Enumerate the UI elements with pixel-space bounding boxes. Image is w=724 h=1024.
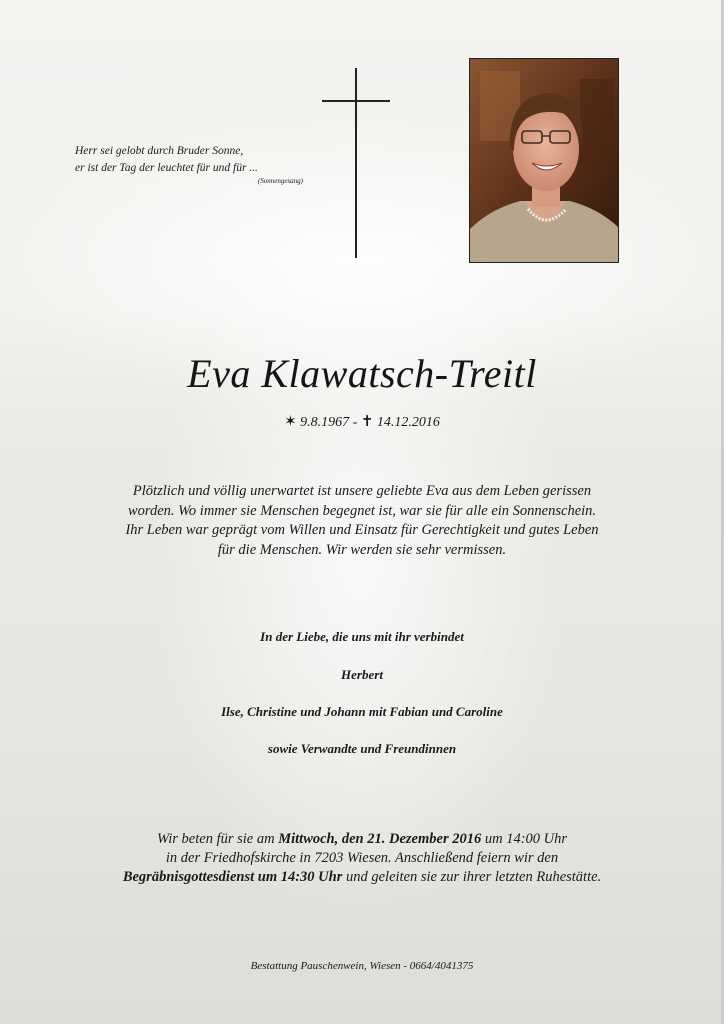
obituary-line: für die Menschen. Wir werden sie sehr vermissen. <box>217 541 507 558</box>
quote-source: (Sonnengesang) <box>257 177 303 185</box>
cross-horizontal-bar <box>322 100 390 102</box>
obituary-line: Plötzlich und völlig unerwartet ist unsere geliebte Eva aus dem Leben gerissen <box>132 483 592 499</box>
family-others: sowie Verwandte und Freundinnen <box>267 741 457 756</box>
service-date: Mittwoch, den 21. Dezember 2016 <box>278 831 482 847</box>
birth-date: 9.8.1967 - <box>300 415 358 430</box>
family-intro: In der Liebe, die uns mit ihr verbindet <box>260 629 464 644</box>
service-line-2: in der Friedhofskirche in 7203 Wiesen. Anschließend feiern wir den <box>165 850 559 866</box>
service-text: Wir beten für sie am <box>156 831 279 847</box>
family-relatives: Ilse, Christine und Johann mit Fabian und Caroline <box>221 704 503 719</box>
obituary-line: worden. Wo immer sie Menschen begegnet ist, war sie für alle ein Sonnenschein. <box>127 502 597 519</box>
death-date: 14.12.2016 <box>376 415 440 430</box>
family-spouse: Herbert <box>341 667 383 682</box>
portrait-image <box>470 59 619 263</box>
birth-star-icon: ✶ <box>284 414 297 430</box>
cross-vertical-bar <box>355 68 357 258</box>
obituary-text <box>84 482 640 560</box>
service-time: um 14:00 Uhr <box>481 831 568 847</box>
service-line-3 <box>60 868 664 887</box>
service-line-1 <box>60 830 664 849</box>
quote-line-2: er ist der Tag der leuchtet für und für ... <box>75 162 258 174</box>
deceased-name: Eva Klawatsch-Treitl <box>187 351 537 396</box>
service-text: und geleiten sie zur ihrer letzten Ruhestätte. <box>342 869 602 885</box>
life-dates <box>0 412 724 431</box>
service-info <box>60 830 664 887</box>
portrait-photo <box>469 58 619 263</box>
quote-line-1: Herr sei gelobt durch Bruder Sonne, <box>75 145 244 157</box>
death-cross-icon: ✝ <box>360 414 374 430</box>
obituary-line: Ihr Leben war geprägt vom Willen und Einsatz für Gerechtigkeit und gutes Leben <box>125 522 599 538</box>
undertaker-info: Bestattung Pauschenwein, Wiesen - 0664/4041375 <box>250 960 474 972</box>
mass-time: Begräbnisgottesdienst um 14:30 Uhr <box>122 869 343 885</box>
quote-block <box>75 143 315 185</box>
